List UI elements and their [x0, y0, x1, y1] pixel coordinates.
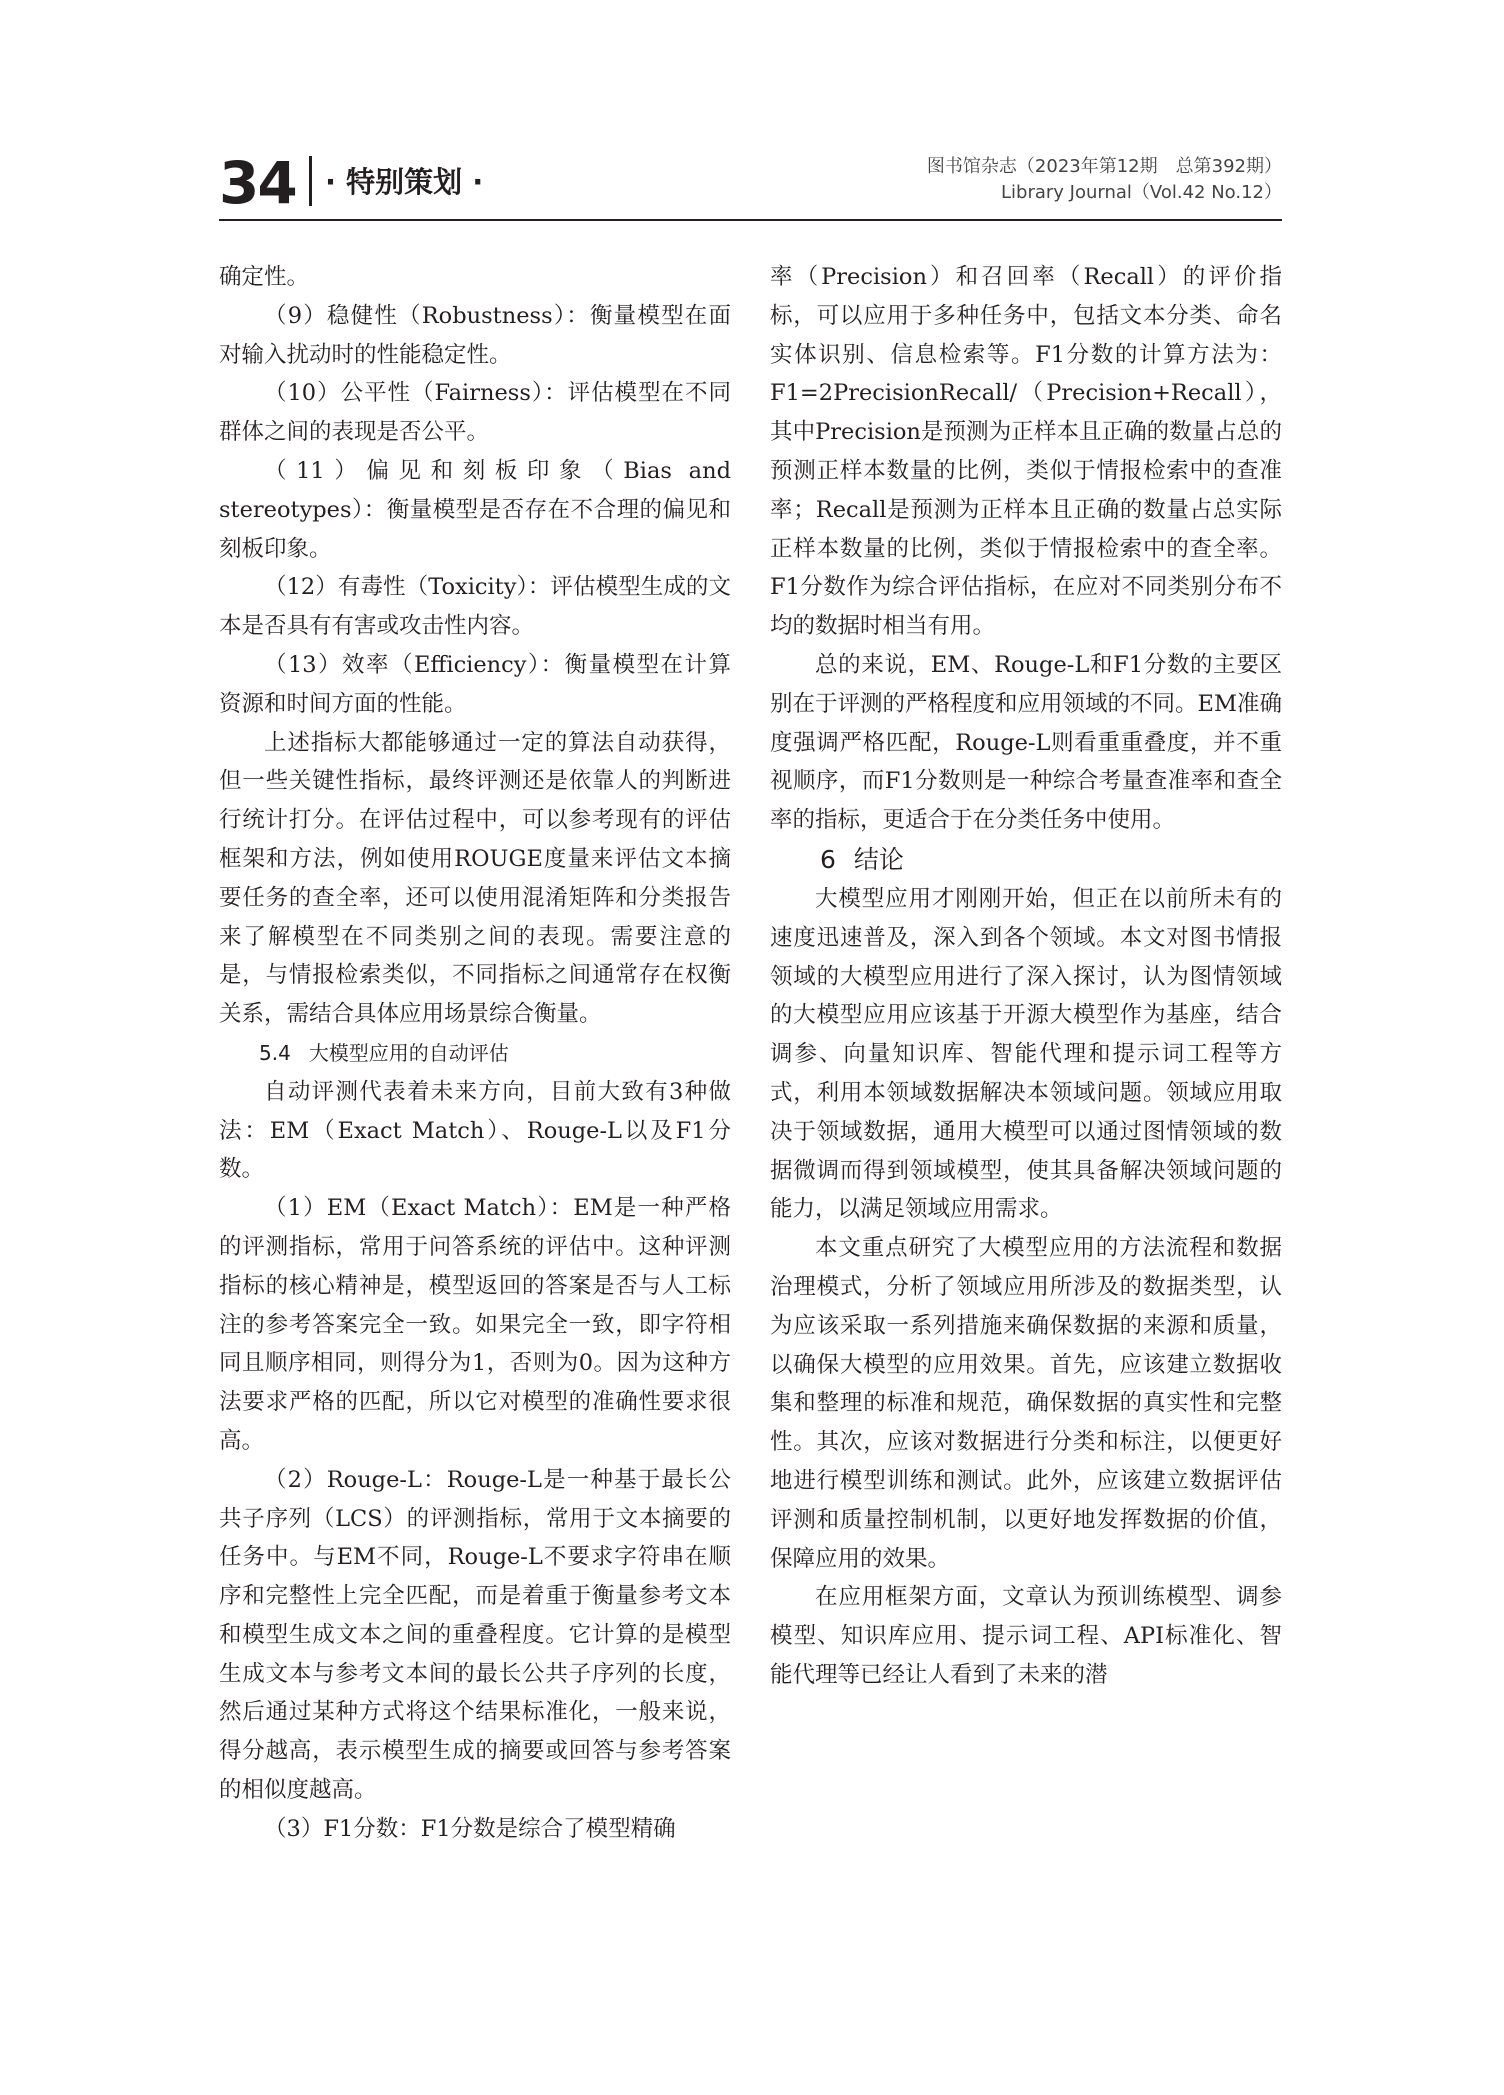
journal-info: [927, 154, 1282, 206]
journal-title-en: Library Journal（Vol.42 No.12）: [1001, 182, 1282, 203]
section-title: 大模型应用的自动评估: [308, 1040, 509, 1065]
paragraph: （13）效率（Efficiency）：衡量模型在计算资源和时间方面的性能。: [219, 651, 731, 717]
paragraph: 在应用框架方面，文章认为预训练模型、调参模型、知识库应用、提示词工程、API标准化、智能代理等已经让人看到了未来的潜: [770, 1584, 1282, 1688]
paragraph: （1）EM（Exact Match）：EM是一种严格的评测指标，常用于问答系统的评估中。这种评测指标的核心精神是，模型返回的答案是否与人工标注的参考答案完全一致。如果完全一致，即字符相同且顺序相同，则得分为1，否则为0。因为这种方法要求严格的匹配，所以它对模型的准确性要求很高。: [219, 1195, 731, 1454]
section-title: 结论: [853, 844, 904, 874]
section-label: · 特别策划 ·: [325, 165, 484, 199]
page-number: 34: [219, 149, 296, 217]
paragraph: （2）Rouge-L：Rouge-L是一种基于最长公共子序列（LCS）的评测指标，常用于文本摘要的任务中。与EM不同，Rouge-L不要求字符串在顺序和完整性上完全匹配，而是着重于衡量参考文本和模型生成文本之间的重叠程度。它计算的是模型生成文本与参考文本间的最长公共子序列的长度，然后通过某种方式将这个结果标准化，一般来说，得分越高，表示模型生成的摘要或回答与参考答案的相似度越高。: [219, 1466, 731, 1804]
section-heading-5-4: [219, 1034, 731, 1073]
right-column: [770, 258, 1282, 1695]
section-number: 5.4: [259, 1040, 291, 1065]
section-number: 6: [820, 844, 836, 874]
journal-title-cn: 图书馆杂志（2023年第12期 总第392期）: [926, 156, 1282, 177]
paragraph: （9）稳健性（Robustness）：衡量模型在面对输入扰动时的性能稳定性。: [219, 302, 731, 368]
header-divider: [309, 156, 312, 206]
paragraph: 自动评测代表着未来方向，目前大致有3种做法：EM（Exact Match）、Rouge-L以及F1分数。: [219, 1078, 731, 1183]
header-rule: [219, 219, 1282, 221]
paragraph: 总的来说，EM、Rouge-L和F1分数的主要区别在于评测的严格程度和应用领域的不同。EM准确度强调严格匹配，Rouge-L则看重重叠度，并不重视顺序，而F1分数则是一种综合考量查准率和查全率的指标，更适合于在分类任务中使用。: [770, 651, 1282, 834]
paragraph: 上述指标大都能够通过一定的算法自动获得，但一些关键性指标，最终评测还是依靠人的判断进行统计打分。在评估过程中，可以参考现有的评估框架和方法，例如使用ROUGE度量来评估文本摘要任务的查全率，还可以使用混淆矩阵和分类报告来了解模型在不同类别之间的表现。需要注意的是，与情报检索类似，不同指标之间通常存在权衡关系，需结合具体应用场景综合衡量。: [219, 729, 731, 1028]
paragraph: 本文重点研究了大模型应用的方法流程和数据治理模式，分析了领域应用所涉及的数据类型，认为应该采取一系列措施来确保数据的来源和质量，以确保大模型的应用效果。首先，应该建立数据收集和整理的标准和规范，确保数据的真实性和完整性。其次，应该对数据进行分类和标注，以便更好地进行模型训练和测试。此外，应该建立数据评估评测和质量控制机制，以更好地发挥数据的价值，保障应用的效果。: [770, 1235, 1282, 1572]
paragraph: （12）有毒性（Toxicity）：评估模型生成的文本是否具有有害或攻击性内容。: [219, 574, 731, 640]
paragraph: （11）偏见和刻板印象（Bias and stereotypes）：衡量模型是否存在不合理的偏见和刻板印象。: [219, 457, 731, 562]
paragraph: （3）F1分数：F1分数是综合了模型精确: [264, 1815, 676, 1842]
paragraph: 大模型应用才刚刚开始，但正在以前所未有的速度迅速普及，深入到各个领域。本文对图书情报领域的大模型应用进行了深入探讨，认为图情领域的大模型应用应该基于开源大模型作为基座，结合调参、向量知识库、智能代理和提示词工程等方式，利用本领域数据解决本领域问题。领域应用取决于领域数据，通用大模型可以通过图情领域的数据微调而得到领域模型，使其具备解决领域问题的能力，以满足领域应用需求。: [770, 885, 1282, 1223]
left-column: [219, 258, 731, 1849]
paragraph: 确定性。: [219, 264, 310, 290]
paragraph: （10）公平性（Fairness）：评估模型在不同群体之间的表现是否公平。: [219, 380, 731, 446]
page-header: [219, 150, 1282, 220]
section-heading-6: [770, 840, 1282, 880]
paragraph: 率（Precision）和召回率（Recall）的评价指标，可以应用于多种任务中，包括文本分类、命名实体识别、信息检索等。F1分数的计算方法为：F1=2PrecisionRecall/（Precision+Recall），其中Precision是预测为正样本且正确的数量占总的预测正样本数量的比例，类似于情报检索中的查准率；Recall是预测为正样本且正确的数量占总实际正样本数量的比例，类似于情报检索中的查全率。F1分数作为综合评估指标，在应对不同类别分布不均的数据时相当有用。: [770, 264, 1282, 640]
